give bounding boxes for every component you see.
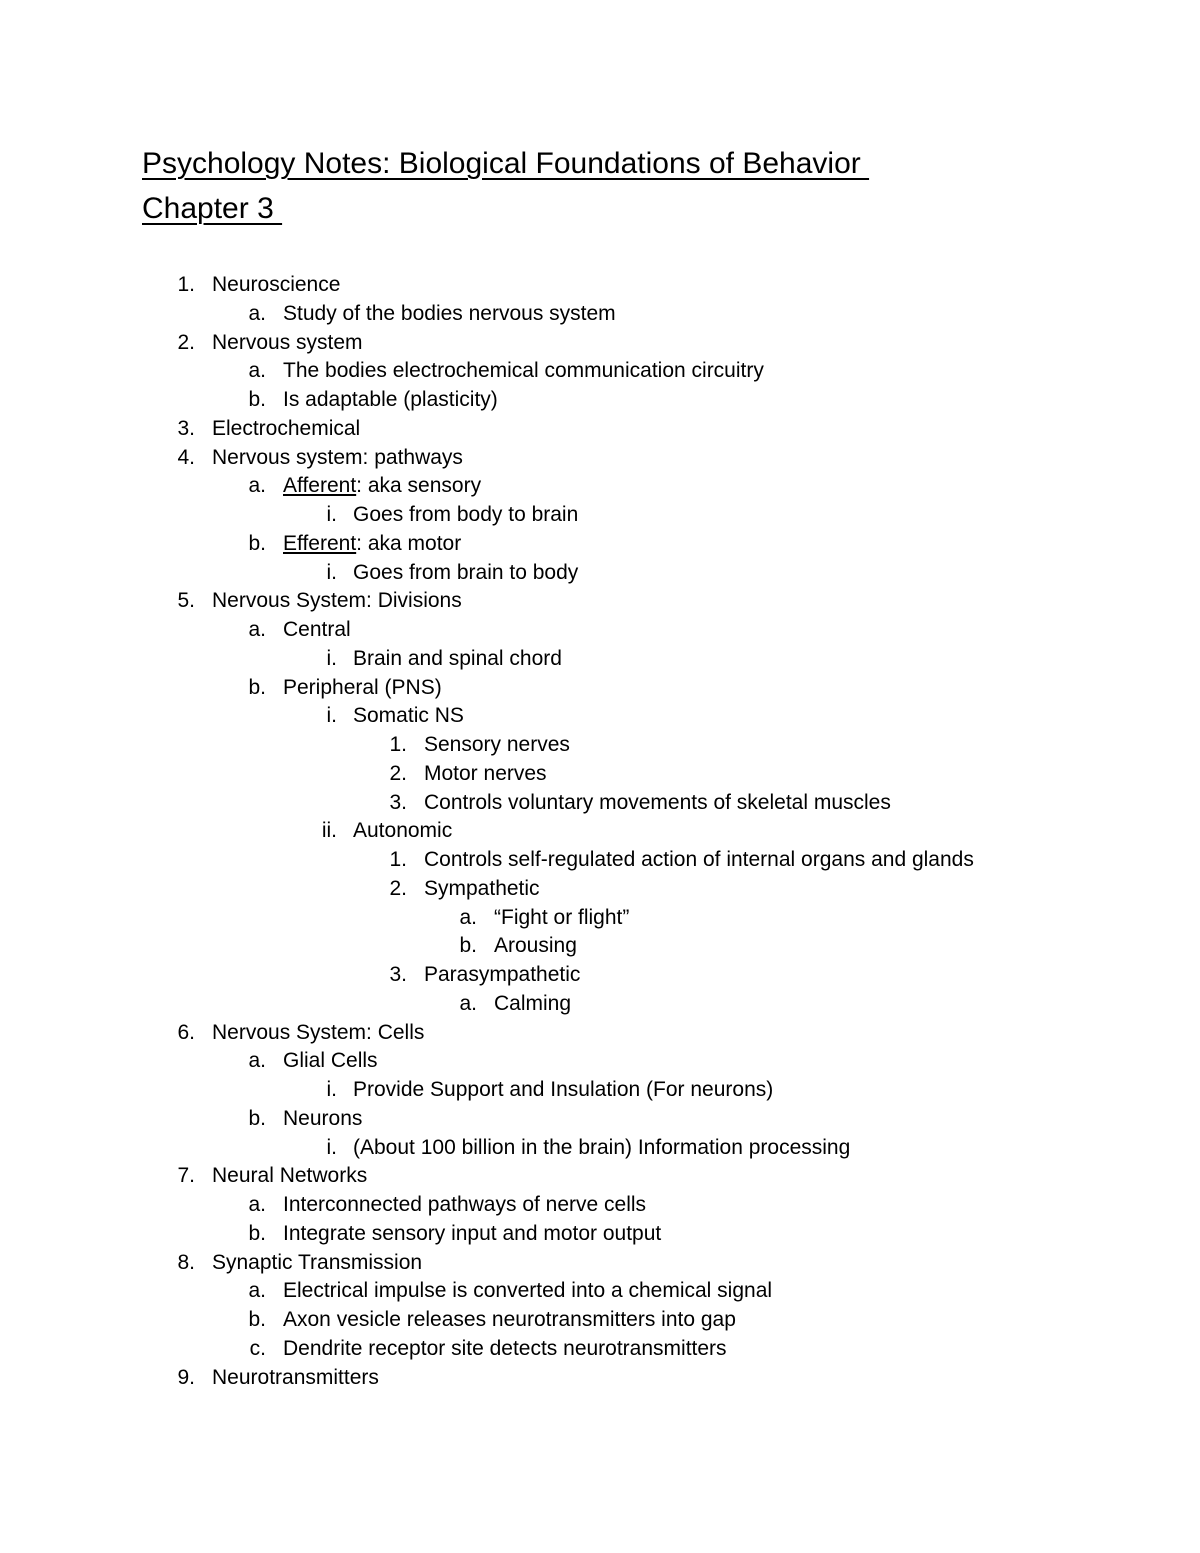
- outline-text: Dendrite receptor site detects neurotransmitters: [283, 1336, 727, 1360]
- outline-item: [0, 1191, 1200, 1220]
- outline-item: [0, 329, 1200, 358]
- outline-text: Central: [283, 618, 351, 641]
- outline-text: Neuroscience: [212, 273, 341, 296]
- outline-marker: a.: [248, 301, 266, 325]
- outline-marker: 1.: [177, 273, 195, 296]
- outline-text: Glial Cells: [283, 1049, 378, 1073]
- outline-marker: 3.: [389, 790, 407, 814]
- outline-marker: i.: [326, 1135, 337, 1159]
- outline-marker: 5.: [177, 589, 195, 613]
- outline-text: [283, 530, 461, 559]
- outline-term-definition: : aka motor: [356, 531, 462, 555]
- outline-marker: 4.: [177, 445, 195, 469]
- outline-text: Electrical impulse is converted into a chemical signal: [283, 1279, 773, 1303]
- outline-text: Nervous system: pathways: [212, 445, 463, 469]
- outline-text: Controls self-regulated action of internal organs and glands: [424, 848, 974, 871]
- outline-item: [0, 587, 1200, 616]
- outline-text: Controls voluntary movements of skeletal muscles: [424, 790, 891, 814]
- outline-item: [0, 731, 1200, 760]
- outline-text: Neurons: [283, 1106, 363, 1130]
- outline-marker: 3.: [389, 963, 407, 986]
- outline-text: Motor nerves: [424, 761, 547, 785]
- outline-item: [0, 789, 1200, 818]
- outline-item: [0, 501, 1200, 530]
- outline-item: [0, 1047, 1200, 1076]
- outline-marker: a.: [248, 359, 266, 383]
- outline-text: Axon vesicle releases neurotransmitters into gap: [283, 1308, 736, 1331]
- outline-marker: 2.: [389, 761, 407, 785]
- outline-marker: a.: [248, 1049, 266, 1073]
- outline-marker: c.: [249, 1336, 266, 1360]
- outline-text: Sympathetic: [424, 876, 540, 900]
- outline-marker: b.: [248, 531, 266, 555]
- outline-text: Neurotransmitters: [212, 1365, 379, 1389]
- outline-item: [0, 904, 1200, 933]
- outline-marker: 2.: [389, 876, 407, 900]
- outline-item: [0, 1019, 1200, 1048]
- outline-item: [0, 1249, 1200, 1278]
- outline-marker: b.: [248, 675, 266, 699]
- outline-marker: b.: [248, 1308, 266, 1331]
- outline-item: [0, 760, 1200, 789]
- outline-item: [0, 415, 1200, 444]
- outline-item: [0, 300, 1200, 329]
- outline-item: [0, 1335, 1200, 1364]
- outline-item: [0, 472, 1200, 501]
- outline-item: [0, 616, 1200, 645]
- outline-item: [0, 530, 1200, 559]
- outline-text: “Fight or flight”: [494, 905, 630, 929]
- outline-item: [0, 357, 1200, 386]
- outline-text: Interconnected pathways of nerve cells: [283, 1193, 647, 1216]
- outline-marker: 6.: [177, 1020, 195, 1044]
- outline-text: Synaptic Transmission: [212, 1250, 423, 1274]
- outline-marker: i.: [326, 704, 337, 728]
- outline-marker: 1.: [389, 733, 407, 756]
- outline-item: [0, 386, 1200, 415]
- outline-underlined-term: Afferent: [283, 474, 357, 498]
- outline-item: [0, 1306, 1200, 1335]
- outline-marker: a.: [248, 618, 266, 641]
- outline-marker: b.: [248, 388, 266, 411]
- outline-text: Neural Networks: [212, 1164, 368, 1188]
- outline-text: Sensory nerves: [424, 733, 570, 756]
- outline-marker: b.: [459, 934, 477, 958]
- outline-item: [0, 559, 1200, 588]
- outline-text: The bodies electrochemical communication circuitry: [283, 359, 764, 383]
- outline-marker: ii.: [321, 819, 337, 843]
- outline-item: [0, 271, 1200, 300]
- outline-item: [0, 1364, 1200, 1393]
- outline-marker: i.: [326, 503, 337, 526]
- outline-marker: 9.: [177, 1365, 195, 1389]
- outline-item: [0, 846, 1200, 875]
- outline-item: [0, 444, 1200, 473]
- outline-text: Parasympathetic: [424, 963, 581, 986]
- outline-text: Nervous System: Divisions: [212, 589, 462, 613]
- outline-item: [0, 1134, 1200, 1163]
- outline-text: Is adaptable (plasticity): [283, 388, 498, 411]
- outline-text: Goes from body to brain: [353, 503, 579, 526]
- outline-marker: a.: [459, 905, 477, 929]
- outline-underlined-term: Efferent: [283, 531, 357, 555]
- outline-text: Goes from brain to body: [353, 560, 579, 584]
- outline-marker: b.: [248, 1106, 266, 1130]
- outline-item: [0, 961, 1200, 990]
- outline-text: Electrochemical: [212, 416, 361, 440]
- document-title: Psychology Notes: Biological Foundations of Behavior: [142, 147, 870, 180]
- outline-text: Arousing: [494, 934, 577, 958]
- outline-item: [0, 875, 1200, 904]
- outline-item: [0, 817, 1200, 846]
- outline-marker: i.: [326, 560, 337, 584]
- outline-marker: a.: [248, 1193, 266, 1216]
- outline-text: Autonomic: [353, 819, 453, 843]
- outline-item: [0, 1162, 1200, 1191]
- outline-item: [0, 674, 1200, 703]
- outline-text: Study of the bodies nervous system: [283, 301, 616, 325]
- outline-marker: i.: [326, 1078, 337, 1101]
- outline-text: Peripheral (PNS): [283, 675, 442, 699]
- outline-marker: 7.: [177, 1164, 195, 1188]
- outline-item: [0, 645, 1200, 674]
- notes-outline: [0, 271, 1200, 1392]
- outline-text: Nervous System: Cells: [212, 1020, 425, 1044]
- outline-term-definition: : aka sensory: [356, 474, 482, 498]
- outline-text: Somatic NS: [353, 704, 464, 728]
- outline-text: Integrate sensory input and motor output: [283, 1221, 662, 1245]
- outline-text: Provide Support and Insulation (For neurons): [353, 1078, 774, 1101]
- outline-item: [0, 1105, 1200, 1134]
- chapter-heading: Chapter 3: [142, 192, 283, 225]
- outline-marker: b.: [248, 1221, 266, 1245]
- outline-item: [0, 702, 1200, 731]
- outline-item: [0, 1220, 1200, 1249]
- outline-item: [0, 932, 1200, 961]
- outline-marker: i.: [326, 646, 337, 670]
- outline-marker: 8.: [177, 1250, 195, 1274]
- outline-item: [0, 1277, 1200, 1306]
- outline-marker: 1.: [389, 848, 407, 871]
- outline-item: [0, 1076, 1200, 1105]
- outline-text: Calming: [494, 991, 572, 1015]
- outline-text: Nervous system: [212, 330, 363, 354]
- outline-marker: 2.: [177, 330, 195, 354]
- outline-item: [0, 990, 1200, 1019]
- outline-marker: 3.: [177, 416, 195, 440]
- outline-text: Brain and spinal chord: [353, 646, 562, 670]
- outline-marker: a.: [459, 991, 477, 1015]
- outline-marker: a.: [248, 474, 266, 498]
- outline-marker: a.: [248, 1279, 266, 1303]
- outline-text: (About 100 billion in the brain) Information processing: [353, 1135, 851, 1159]
- outline-text: [283, 472, 481, 501]
